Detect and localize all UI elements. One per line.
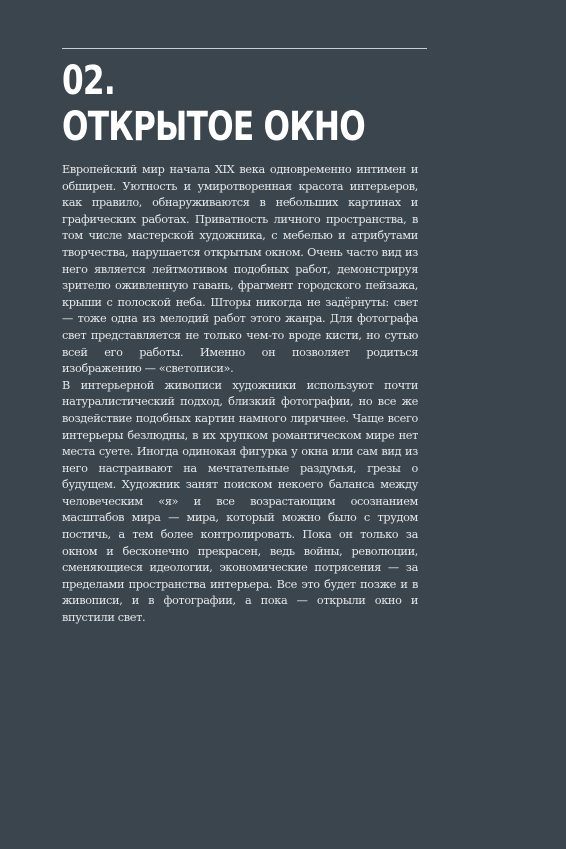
paragraph-2: В интерьерной живописи художники используют почти натуралистический подход, близкий фотографии, но все же воздействие подобных картин намного лиричнее. Чаще всего интерьеры безлюдны, в их хрупком романтическом мире нет места суете. Иногда одинокая фигурка у окна или сам вид из него настраивают на мечтательные раздумья, грезы о будущем. Художник занят поиском некоего баланса между человеческим «я» и все возрастающим осознанием масштабов мира — мира, который можно было с трудом постичь, а тем более контролировать. Пока он только за окном и бесконечно прекрасен, ведь войны, революции, сменяющиеся идеологии, экономические потрясения — за пределами пространства интерьера. Все это будет позже и в живописи, и в фотографии, а пока — открыли окно и впустили свет. [62,378,418,625]
chapter-title: ОТКРЫТОЕ ОКНО [62,104,366,150]
chapter-heading [62,58,374,150]
chapter-number: 02. [62,58,115,104]
paragraph-1: Европейский мир начала XIX века одновременно интимен и обширен. Уютность и умиротворенная красота интерьеров, как правило, обнаруживаются в небольших картинах и графических работах. Приватность личного пространства, в том числе мастерской художника, с мебелью и атрибутами творчества, нарушается открытым окном. Очень часто вид из него является лейтмотивом подобных работ, демонстрируя зрителю оживленную гавань, фрагмент городского пейзажа, крыши с полоской неба. Шторы никогда не задёрнуты: свет — тоже одна из мелодий работ этого жанра. Для фотографа свет представляется не только чем-то вроде кисти, но сутью всей его работы. Именно он позволяет родиться изображению — «светописи». [62,163,418,376]
body-text [62,162,418,627]
top-rule [62,48,427,49]
